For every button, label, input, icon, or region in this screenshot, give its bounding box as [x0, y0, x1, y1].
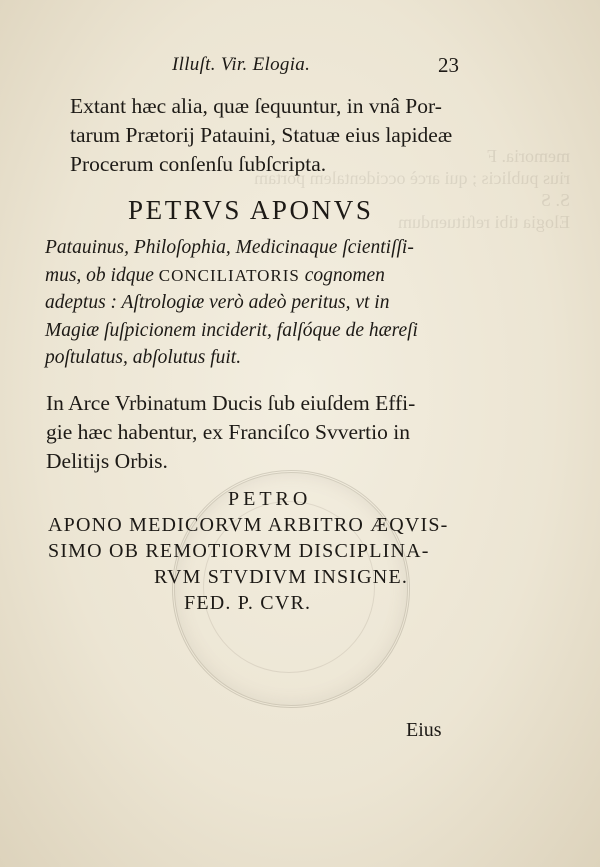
running-title: Illuſt. Vir. Elogia. — [172, 54, 311, 75]
text-line: Extant hæc alia, quæ ſequuntur, in vnâ Por- — [70, 94, 442, 118]
inscription-line: APONO MEDICORVM ARBITRO ÆQVIS- — [48, 514, 449, 536]
statue-inscription — [45, 234, 418, 372]
text-line: tarum Prætorij Patauini, Statuæ eius lapideæ — [70, 123, 453, 147]
effigy-inscription — [0, 486, 600, 616]
text-line: Delitijs Orbis. — [46, 449, 168, 473]
bleed-through-shadow: memoria. F rius publicis ; qui arcè occidentalem portam S. S Elogia tibi reſtituendum — [254, 146, 570, 232]
inscription-line: PETRO — [228, 488, 312, 510]
text-line: Patauinus, Philoſophia, Medicinaque ſcientiſſi- — [45, 237, 414, 258]
text-line: Magiæ ſuſpicionem inciderit, falſóque de hæreſi — [45, 319, 418, 341]
text-line: gie hæc habentur, ex Franciſco Svvertio in — [46, 420, 410, 444]
text-line: poſtulatus, abſolutus fuit. — [45, 347, 242, 368]
text-line: mus, ob idque CONCILIATORIS cognomen — [45, 264, 385, 286]
inscription-line: FED. P. CVR. — [184, 592, 312, 614]
subject-name-heading: PETRVS APONVS — [128, 195, 374, 225]
text-line: adeptus : Aſtrologiæ verò adeò peritus, vt in — [45, 292, 390, 313]
catchword: Eius — [406, 719, 442, 741]
inscription-line: SIMO OB REMOTIORVM DISCIPLINA- — [48, 540, 430, 562]
inscription-line: RVM STVDIVM INSIGNE. — [154, 566, 409, 588]
second-paragraph — [46, 389, 415, 476]
intro-paragraph — [70, 92, 452, 179]
page-number: 23 — [438, 53, 459, 77]
text-line: In Arce Vrbinatum Ducis ſub eiuſdem Effi- — [46, 391, 416, 415]
conciliator-title: CONCILIATORIS — [158, 265, 300, 285]
text-line: Procerum conſenſu ſubſcripta. — [70, 152, 327, 176]
